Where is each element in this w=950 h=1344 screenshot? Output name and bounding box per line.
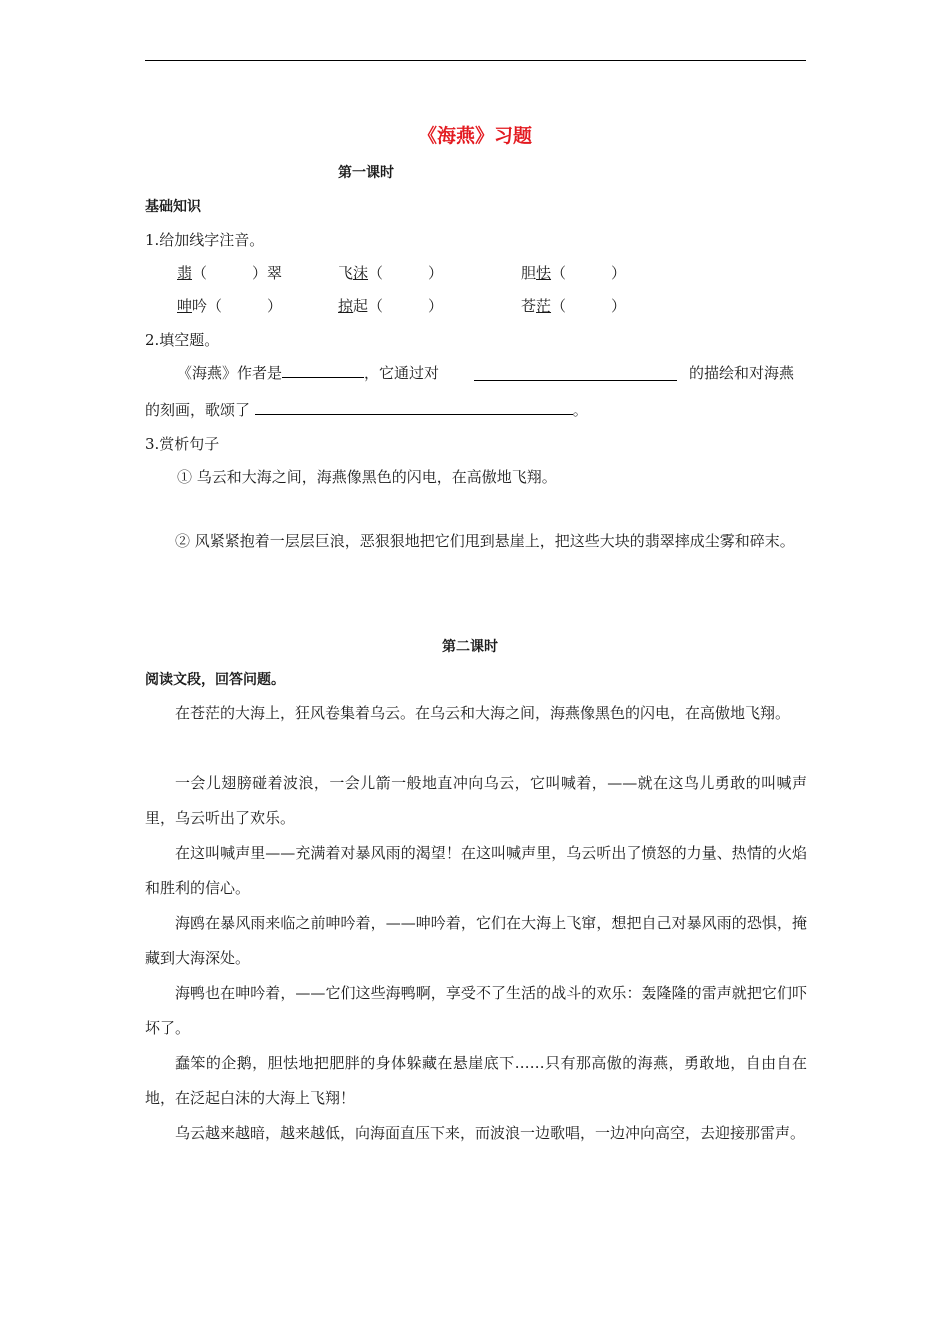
q2-line1-end: 的描绘和对海燕 <box>689 364 795 382</box>
page-title: 《海燕》习题 <box>417 125 532 147</box>
reading-paragraph: 一会儿翅膀碰着波浪，一会儿箭一般地直冲向乌云，它叫喊着，——就在这鸟儿勇敢的叫喊声里，乌云听出了欢乐。 <box>145 774 807 827</box>
underlined-char: 怯 <box>536 264 552 282</box>
underlined-char: 茫 <box>536 297 552 315</box>
reading-paragraph: 海鸥在暴风雨来临之前呻吟着，——呻吟着，它们在大海上飞窜，想把自己对暴风雨的恐惧，掩藏到大海深处。 <box>145 914 807 967</box>
reading-paragraph: 蠢笨的企鹅，胆怯地把肥胖的身体躲藏在悬崖底下……只有那高傲的海燕，勇敢地，自由自在地，在泛起白沫的大海上飞翔！ <box>145 1054 807 1107</box>
q2-label: 2.填空题。 <box>145 331 220 349</box>
pinyin-item-4: 呻吟（ ） <box>177 297 283 315</box>
depiction-blank[interactable] <box>474 366 677 381</box>
reading-paragraph: 乌云越来越暗，越来越低，向海面直压下来，而波浪一边歌唱，一边冲向高空，去迎接那雷声。 <box>175 1124 806 1142</box>
author-blank[interactable] <box>282 363 364 378</box>
underlined-char: 沫 <box>353 264 369 282</box>
pinyin-item-1: 翡（ ）翠 <box>177 264 283 282</box>
section-basic-knowledge: 基础知识 <box>145 199 201 215</box>
q1-label: 1.给加线字注音。 <box>145 231 265 249</box>
q3-label: 3.赏析句子 <box>145 435 220 453</box>
reading-paragraph: 在这叫喊声里——充满着对暴风雨的渴望！在这叫喊声里，乌云听出了愤怒的力量、热情的火焰和胜利的信心。 <box>145 844 807 897</box>
pinyin-item-3: 胆怯（ ） <box>521 264 627 282</box>
reading-paragraph: 海鸭也在呻吟着，——它们这些海鸭啊，享受不了生活的战斗的欢乐：轰隆隆的雷声就把它们吓坏了。 <box>145 984 807 1037</box>
underlined-char: 翡 <box>177 264 193 282</box>
q3-sentence-2: ② 风紧紧抱着一层层巨浪，恶狠狠地把它们甩到悬崖上，把这些大块的翡翠摔成尘雾和碎末。 <box>175 532 795 550</box>
lesson2-heading: 第二课时 <box>442 639 498 655</box>
pinyin-item-5: 掠起（ ） <box>338 297 444 315</box>
lesson1-heading: 第一课时 <box>338 165 394 181</box>
reading-paragraph: 在苍茫的大海上，狂风卷集着乌云。在乌云和大海之间，海燕像黑色的闪电，在高傲地飞翔。 <box>175 704 791 722</box>
pinyin-item-2: 飞沫（ ） <box>338 264 444 282</box>
praise-blank[interactable] <box>255 400 573 415</box>
header-rule <box>145 60 806 61</box>
section-reading: 阅读文段，回答问题。 <box>145 672 285 688</box>
pinyin-item-6: 苍茫（ ） <box>521 297 627 315</box>
q2-line2: 的刻画，歌颂了 。 <box>145 401 588 419</box>
underlined-char: 掠 <box>338 297 354 315</box>
q2-line1: 《海燕》作者是 ，它通过对 <box>177 364 440 382</box>
underlined-char: 呻 <box>177 297 193 315</box>
q3-sentence-1: ① 乌云和大海之间，海燕像黑色的闪电，在高傲地飞翔。 <box>177 468 557 486</box>
